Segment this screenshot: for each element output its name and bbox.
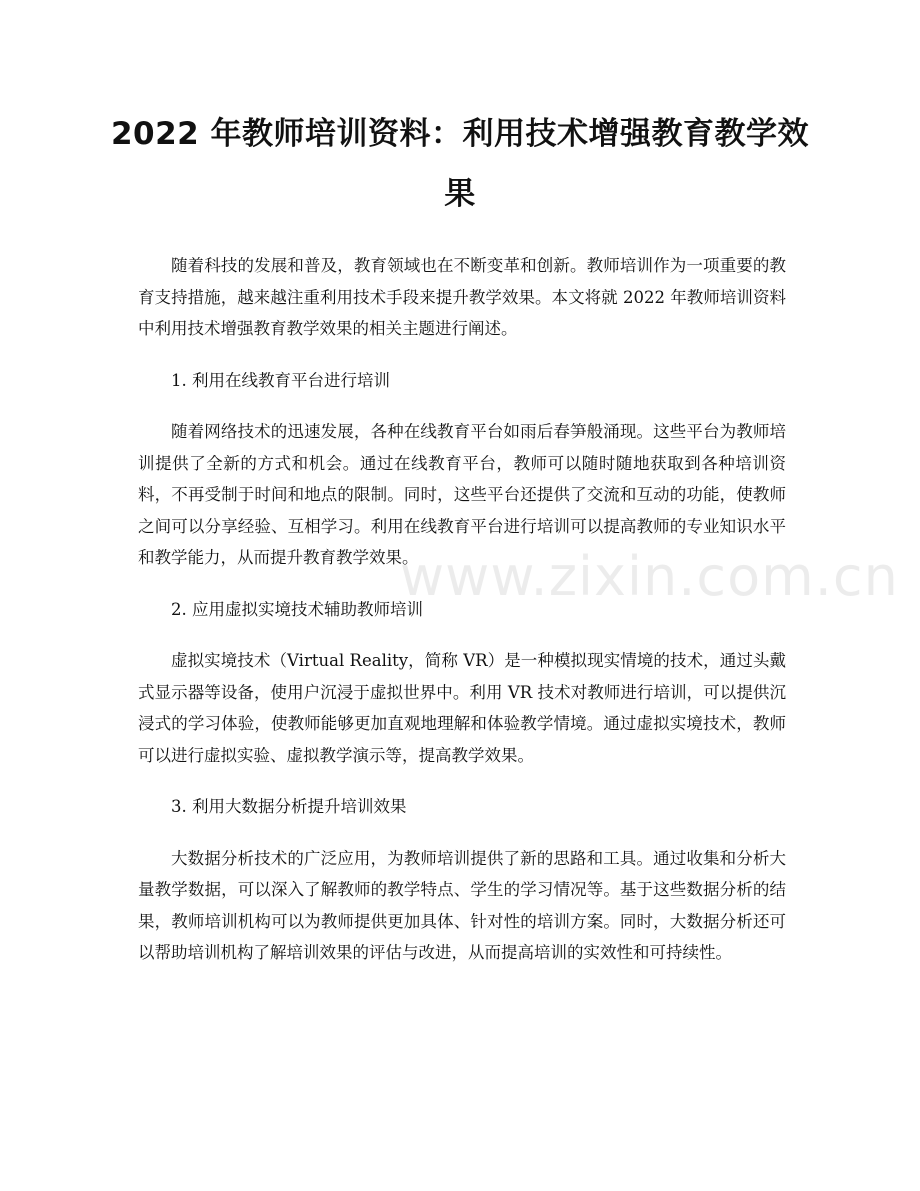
document-title: 2022 年教师培训资料：利用技术增强教育教学效果 <box>110 116 810 212</box>
intro-paragraph: 随着科技的发展和普及，教育领域也在不断变革和创新。教师培训作为一项重要的教育支持措施，越来越注重利用技术手段来提升教学效果。本文将就 2022 年教师培训资料中利用技术增强教育教学效果的相关主题进行阐述。 <box>138 256 786 338</box>
section-heading-2: 2. 应用虚拟实境技术辅助教师培训 <box>171 599 423 619</box>
section-paragraph-2: 虚拟实境技术（Virtual Reality，简称 VR）是一种模拟现实情境的技术，通过头戴式显示器等设备，使用户沉浸于虚拟世界中。利用 VR 技术对教师进行培训，可以提供沉浸式的学习体验，使教师能够更加直观地理解和体验教学情境。通过虚拟实境技术，教师可以进行虚拟实验、虚拟教学演示等，提高教学效果。 <box>138 651 786 765</box>
section-heading-1: 1. 利用在线教育平台进行培训 <box>171 370 390 390</box>
document-body <box>138 250 786 989</box>
watermark-text: www.zixin.com.cn <box>400 545 899 608</box>
section-paragraph-3: 大数据分析技术的广泛应用，为教师培训提供了新的思路和工具。通过收集和分析大量教学数据，可以深入了解教师的教学特点、学生的学习情况等。基于这些数据分析的结果，教师培训机构可以为教师提供更加具体、针对性的培训方案。同时，大数据分析还可以帮助培训机构了解培训效果的评估与改进，从而提高培训的实效性和可持续性。 <box>138 848 786 962</box>
section-heading-3: 3. 利用大数据分析提升培训效果 <box>171 797 407 816</box>
section-paragraph-1: 随着网络技术的迅速发展，各种在线教育平台如雨后春笋般涌现。这些平台为教师培训提供了全新的方式和机会。通过在线教育平台，教师可以随时随地获取到各种培训资料，不再受制于时间和地点的限制。同时，这些平台还提供了交流和互动的功能，使教师之间可以分享经验、互相学习。利用在线教育平台进行培训可以提高教师的专业知识水平和教学能力，从而提升教育教学效果。 <box>138 422 786 567</box>
